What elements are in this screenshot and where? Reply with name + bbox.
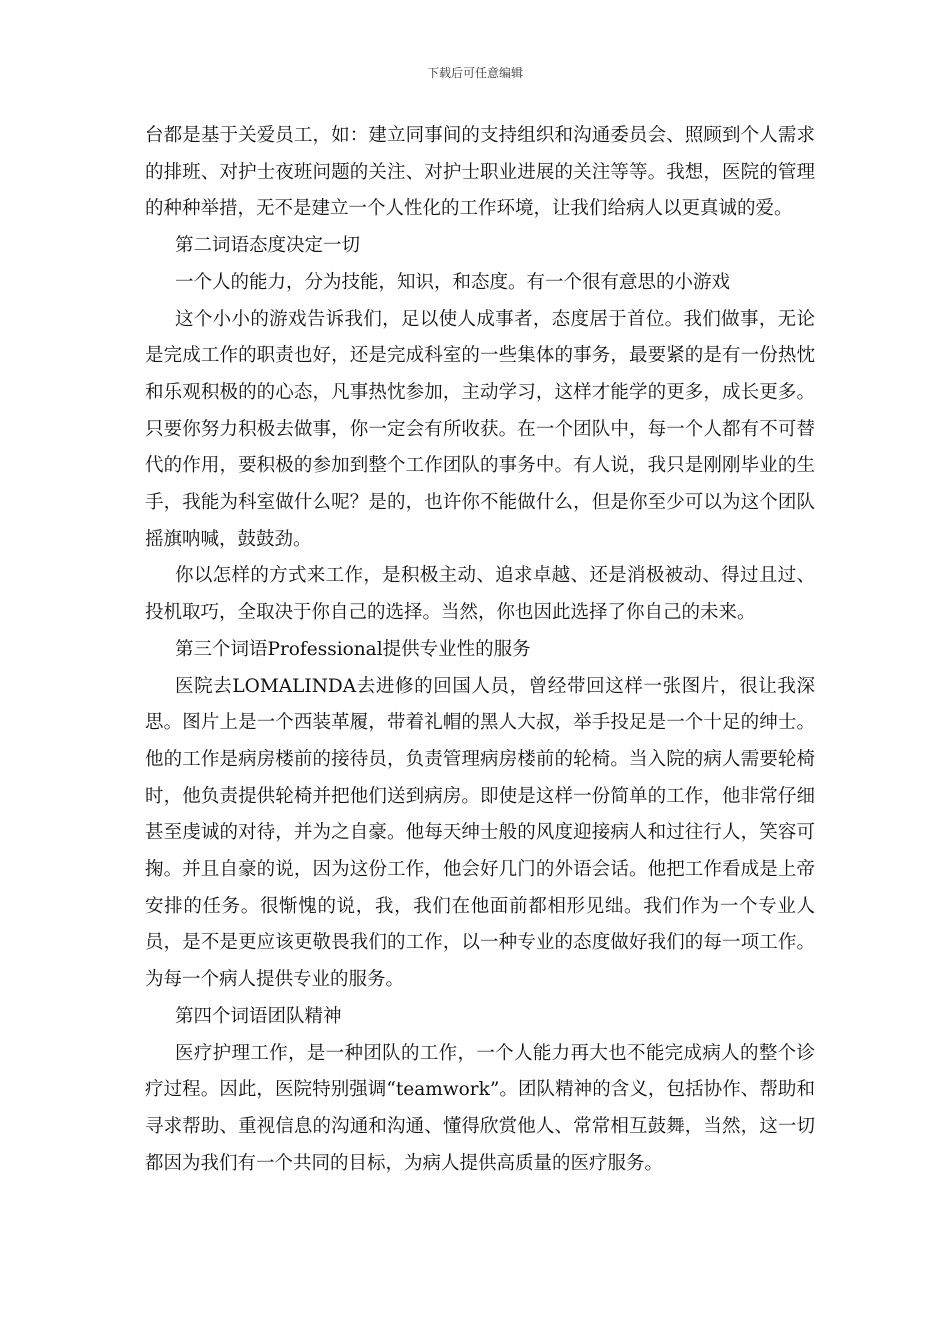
paragraph: 你以怎样的方式来工作，是积极主动、追求卓越、还是消极被动、得过且过、投机取巧，全取决于你自己的选择。当然，你也因此选择了你自己的未来。 — [145, 565, 815, 624]
page-header: 下载后可任意编辑 — [426, 66, 523, 80]
paragraph: 医疗护理工作，是一种团队的工作，一个人能力再大也不能完成病人的整个诊疗过程。因此，医院特别强调“teamwork”。团队精神的含义，包括协作、帮助和寻求帮助、重视信息的沟通和沟通、懂得欣赏他人、常常相互鼓舞，当然，这一切都因为我们有一个共同的目标，为病人提供高质量的医疗服务。 — [145, 1042, 815, 1174]
paragraph: 这个小小的游戏告诉我们，足以使人成事者，态度居于首位。我们做事，无论是完成工作的职责也好，还是完成科室的一些集体的事务，最要紧的是有一份热忱和乐观积极的的心态，凡事热忱参加，主动学习，这样才能学的更多，成长更多。只要你努力积极去做事，你一定会有所收获。在一个团队中，每一个人都有不可替代的作用，要积极的参加到整个工作团队的事务中。有人说，我只是刚刚毕业的生手，我能为科室做什么呢？是的，也许你不能做什么，但是你至少可以为这个团队摇旗呐喊，鼓鼓劲。 — [145, 308, 815, 550]
document-body — [145, 118, 815, 1182]
section-heading: 第三个词语Professional提供专业性的服务 — [175, 638, 531, 660]
section-heading: 第二词语态度决定一切 — [175, 235, 361, 257]
section-heading: 第四个词语团队精神 — [175, 1005, 342, 1027]
paragraph: 台都是基于关爱员工，如：建立同事间的支持组织和沟通委员会、照顾到个人需求的排班、对护士夜班问题的关注、对护士职业进展的关注等等。我想，医院的管理的种种举措，无不是建立一个人性化的工作环境，让我们给病人以更真诚的爱。 — [145, 125, 815, 220]
paragraph: 一个人的能力，分为技能，知识，和态度。有一个很有意思的小游戏 — [175, 271, 731, 293]
paragraph: 医院去LOMALINDA去进修的回国人员，曾经带回这样一张图片，很让我深思。图片上是一个西装革履，带着礼帽的黑人大叔，举手投足是一个十足的绅士。他的工作是病房楼前的接待员，负责管理病房楼前的轮椅。当入院的病人需要轮椅时，他负责提供轮椅并把他们送到病房。即使是这样一份简单的工作，他非常仔细甚至虔诚的对待，并为之自豪。他每天绅士般的风度迎接病人和过往行人，笑容可掬。并且自豪的说，因为这份工作，他会好几门的外语会话。他把工作看成是上帝安排的任务。很惭愧的说，我，我们在他面前都相形见绌。我们作为一个专业人员，是不是更应该更敬畏我们的工作，以一种专业的态度做好我们的每一项工作。为每一个病人提供专业的服务。 — [145, 675, 815, 991]
